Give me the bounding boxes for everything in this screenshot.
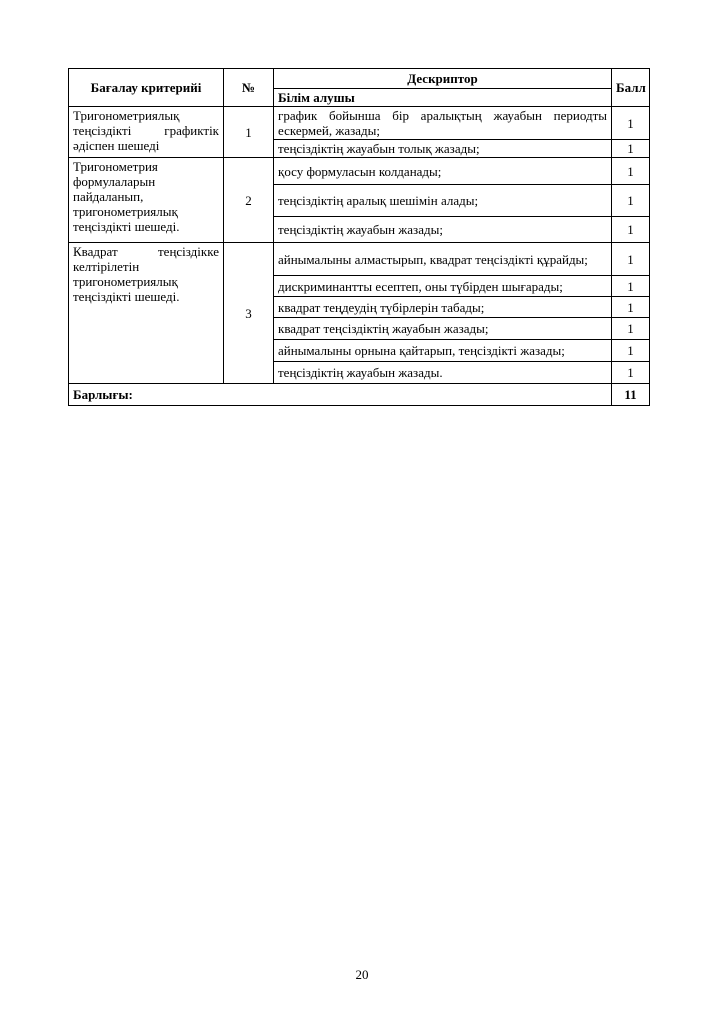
score-cell: 1 [612, 243, 650, 276]
descriptor-cell: квадрат теңдеудің түбірлерін табады; [274, 297, 612, 318]
criterion-number: 3 [224, 243, 274, 384]
score-cell: 1 [612, 217, 650, 243]
number-header: № [224, 69, 274, 107]
score-cell: 1 [612, 107, 650, 140]
descriptor-cell: айнымалыны алмастырып, квадрат теңсіздікті құрайды; [274, 243, 612, 276]
descriptor-cell: график бойынша бір аралықтың жауабын периодты ескермей, жазады; [274, 107, 612, 140]
criterion-number: 2 [224, 158, 274, 243]
descriptor-cell: квадрат теңсіздіктің жауабын жазады; [274, 318, 612, 340]
score-cell: 1 [612, 276, 650, 297]
score-cell: 1 [612, 140, 650, 158]
descriptor-cell: теңсіздіктің жауабын жазады. [274, 362, 612, 384]
assessment-rubric-table [68, 68, 650, 406]
criterion-header: Бағалау критерийі [69, 69, 224, 107]
score-cell: 1 [612, 362, 650, 384]
criterion-cell: Квадрат теңсіздікке келтірілетін тригонометриялық теңсіздікті шешеді. [69, 243, 224, 384]
score-cell: 1 [612, 318, 650, 340]
descriptor-cell: дискриминантты есептеп, оны түбірден шығарады; [274, 276, 612, 297]
descriptor-cell: қосу формуласын колданады; [274, 158, 612, 185]
criterion-cell: Тригонометриялық теңсіздікті графиктік әдіспен шешеді [69, 107, 224, 158]
score-cell: 1 [612, 340, 650, 362]
total-value: 11 [612, 384, 650, 406]
table-row [69, 243, 650, 276]
descriptor-cell: теңсіздіктің аралық шешімін алады; [274, 185, 612, 217]
score-header: Балл [612, 69, 650, 107]
criterion-cell: Тригонометрия формулаларын пайдаланып, тригонометриялық теңсіздікті шешеді. [69, 158, 224, 243]
table-row [69, 107, 650, 140]
score-cell: 1 [612, 158, 650, 185]
descriptor-cell: теңсіздіктің жауабын жазады; [274, 217, 612, 243]
descriptor-header: Дескриптор [274, 69, 612, 89]
learner-subheader: Білім алушы [274, 89, 612, 107]
page-number: 20 [355, 967, 369, 982]
total-label: Барлығы: [69, 384, 612, 406]
criterion-number: 1 [224, 107, 274, 158]
descriptor-cell: айнымалыны орнына қайтарып, теңсіздікті жазады; [274, 340, 612, 362]
score-cell: 1 [612, 185, 650, 217]
total-row [69, 384, 650, 406]
descriptor-cell: теңсіздіктің жауабын толық жазады; [274, 140, 612, 158]
score-cell: 1 [612, 297, 650, 318]
header-row [69, 69, 650, 89]
table-row [69, 158, 650, 185]
